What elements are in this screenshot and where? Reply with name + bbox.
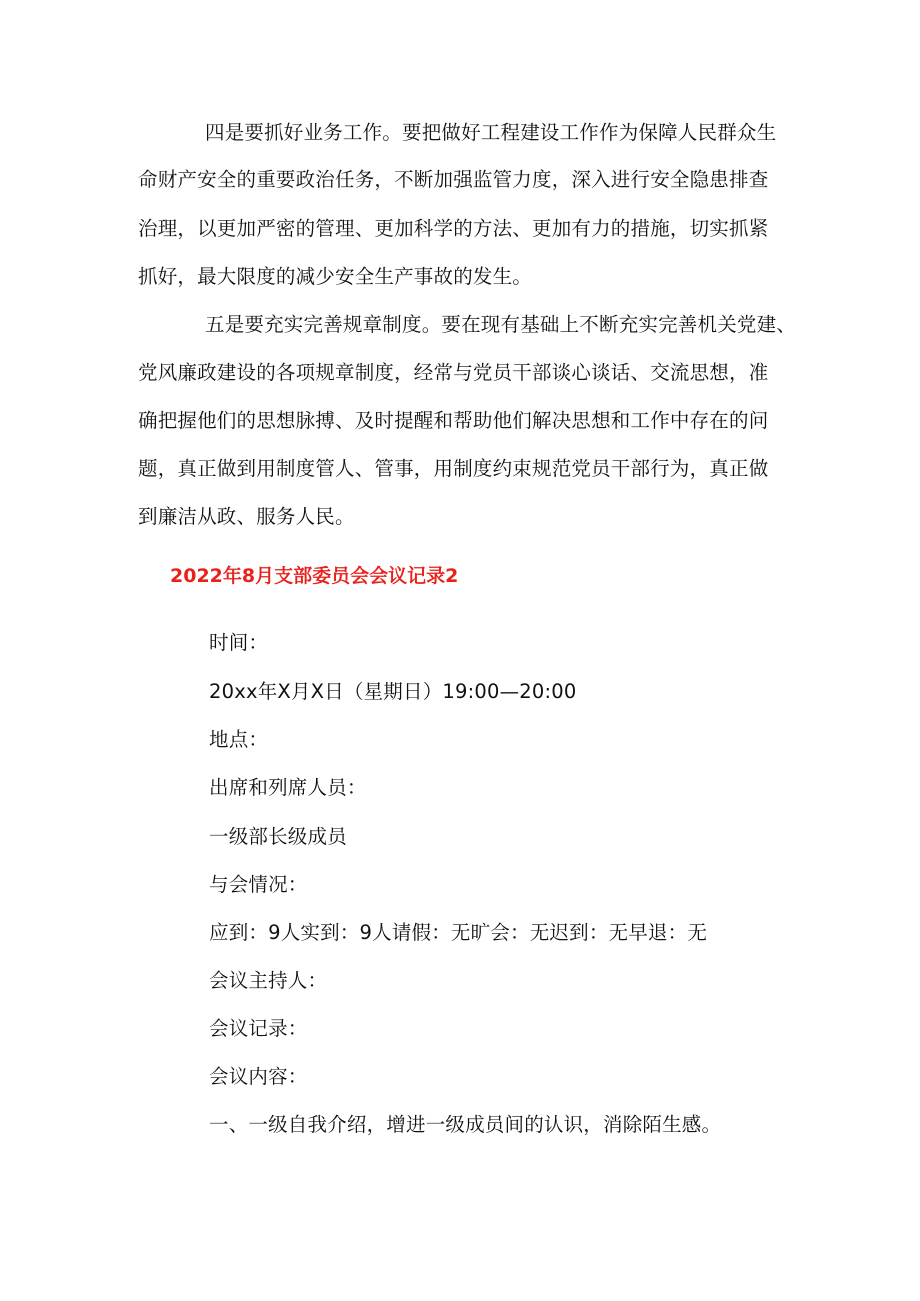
paragraph-5-line-5: 到廉洁从政、服务人民。 xyxy=(138,505,355,528)
host-label: 会议主持人： xyxy=(209,969,328,992)
place-label: 地点： xyxy=(209,728,269,751)
paragraph-4-line-2: 命财产安全的重要政治任务，不断加强监管力度，深入进行安全隐患排查 xyxy=(138,168,769,191)
attendance-label: 与会情况： xyxy=(209,873,308,896)
paragraph-4-line-3: 治理，以更加严密的管理、更加科学的方法、更加有力的措施，切实抓紧 xyxy=(138,217,769,240)
agenda-item-1: 一、一级自我介绍，增进一级成员间的认识，消除陌生感。 xyxy=(209,1113,722,1136)
paragraph-5-line-1: 五是要充实完善规章制度。要在现有基础上不断充实完善机关党建、 xyxy=(205,313,797,336)
paragraph-5-line-2: 党风廉政建设的各项规章制度，经常与党员干部谈心谈话、交流思想，准 xyxy=(138,361,769,384)
content-label: 会议内容： xyxy=(209,1065,308,1088)
time-label: 时间： xyxy=(209,631,269,654)
paragraph-4-line-1: 四是要抓好业务工作。要把做好工程建设工作作为保障人民群众生 xyxy=(205,121,777,144)
attendees-label: 出席和列席人员： xyxy=(209,776,367,799)
paragraph-5-line-3: 确把握他们的思想脉搏、及时提醒和帮助他们解决思想和工作中存在的问 xyxy=(138,409,769,432)
recorder-label: 会议记录： xyxy=(209,1017,308,1040)
attendance-value: 应到：9人实到：9人请假：无旷会：无迟到：无早退：无 xyxy=(209,921,708,944)
section-heading: 2022年8月支部委员会会议记录2 xyxy=(170,565,459,587)
paragraph-5-line-4: 题，真正做到用制度管人、管事，用制度约束规范党员干部行为，真正做 xyxy=(138,457,769,480)
time-value: 20xx年X月X日（星期日）19:00—20:00 xyxy=(209,680,577,703)
paragraph-4-line-4: 抓好，最大限度的减少安全生产事故的发生。 xyxy=(138,265,533,288)
attendees-value: 一级部长级成员 xyxy=(209,825,347,848)
